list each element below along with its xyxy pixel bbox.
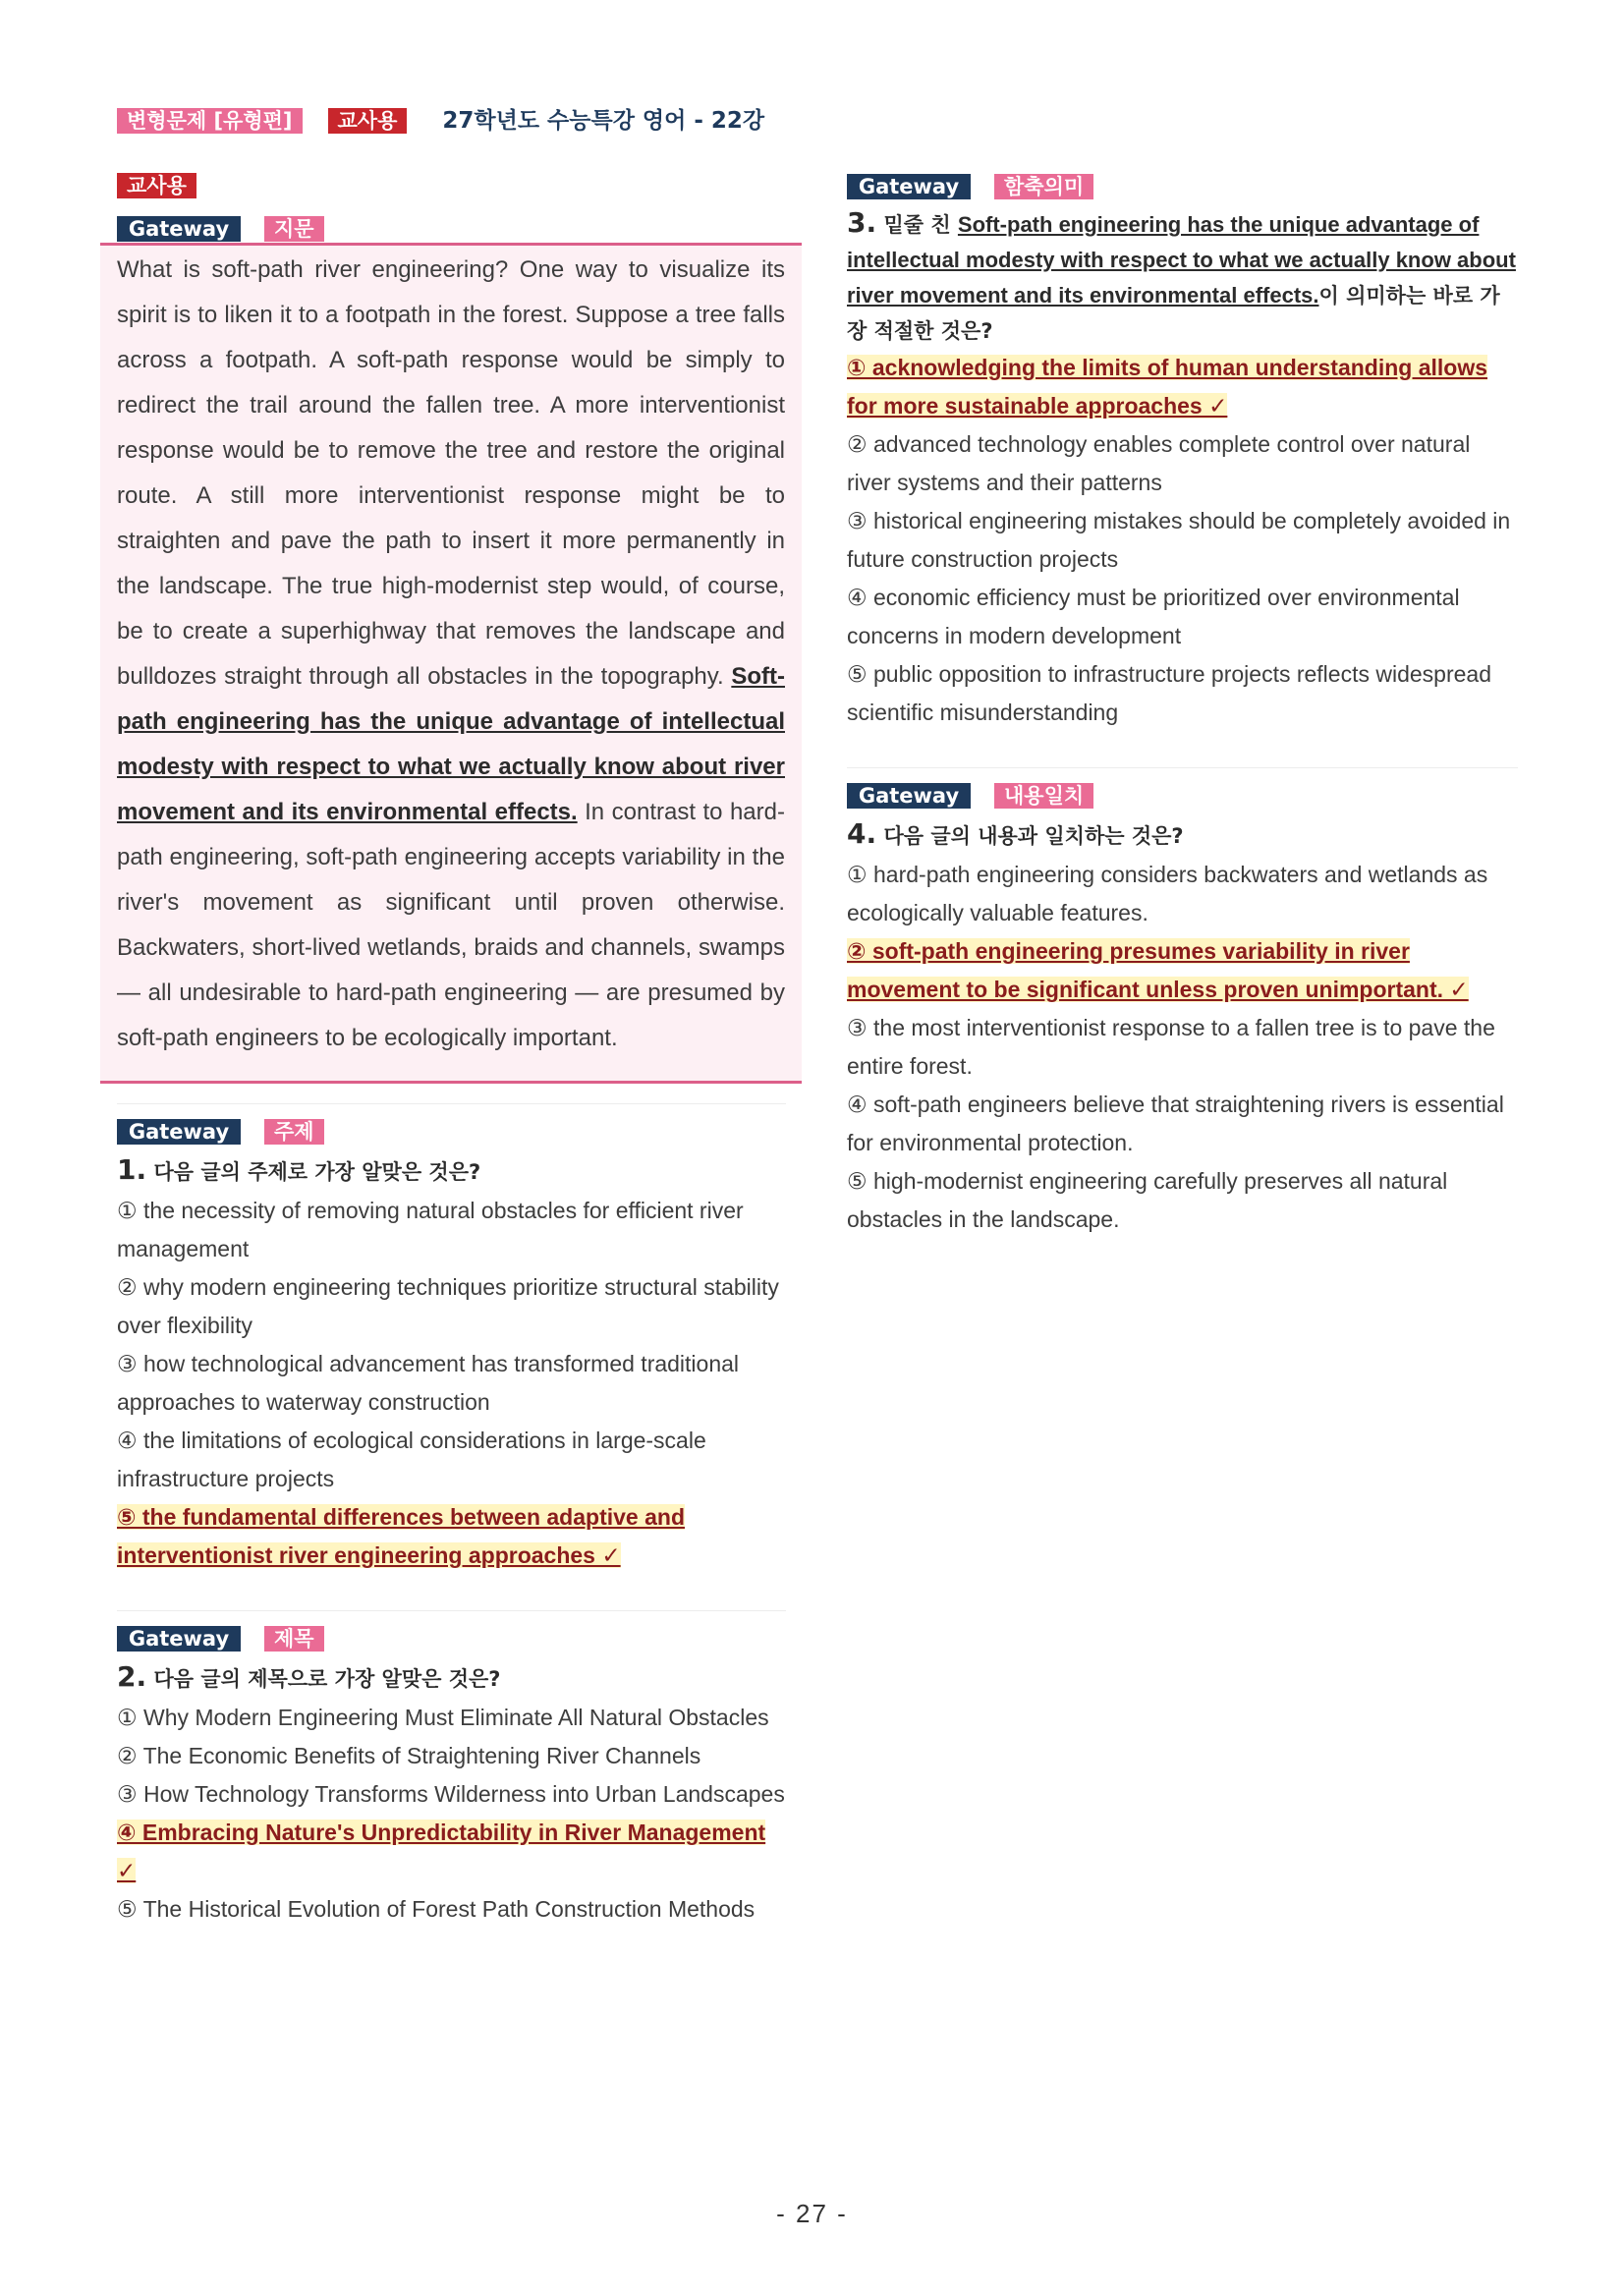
answer-option: ④ Embracing Nature's Unpredictability in River Management ✓ xyxy=(117,1820,766,1883)
question-text: 다음 글의 제목으로 가장 알맞은 것은? xyxy=(153,1667,501,1691)
question-1 xyxy=(117,1118,786,1575)
section-tag: 제목 xyxy=(264,1626,324,1652)
option-2: ② The Economic Benefits of Straightening River Channels xyxy=(117,1743,701,1768)
passage-text xyxy=(117,248,785,1061)
teacher-row xyxy=(117,173,786,199)
question-prompt xyxy=(117,1150,786,1192)
option-5: ⑤ high-modernist engineering carefully preserves all natural obstacles in the landscape. xyxy=(847,1168,1448,1232)
option-4 xyxy=(117,1814,786,1890)
left-column xyxy=(117,173,786,1929)
section-tag: 함축의미 xyxy=(994,174,1093,199)
right-column xyxy=(847,173,1518,1239)
question-2 xyxy=(117,1625,786,1929)
question-text-before: 밑줄 친 xyxy=(883,213,951,237)
section-tag: 지문 xyxy=(264,216,324,242)
question-prompt xyxy=(847,205,1518,349)
answer-option: ① acknowledging the limits of human understanding allows for more sustainable approaches ✓ xyxy=(847,355,1488,419)
page-title: 27학년도 수능특강 영어 - 22강 xyxy=(442,108,765,134)
option-2: ② advanced technology enables complete control over natural river systems and their patterns xyxy=(847,431,1471,495)
gateway-badge: Gateway xyxy=(847,174,971,199)
option-4: ④ the limitations of ecological considerations in large-scale infrastructure projects xyxy=(117,1428,706,1491)
question-heading xyxy=(117,1118,786,1145)
answer-option: ② soft-path engineering presumes variability in river movement to be significant unless proven unimportant. ✓ xyxy=(847,938,1469,1002)
question-number: 4. xyxy=(847,817,877,850)
option-5: ⑤ public opposition to infrastructure projects reflects widespread scientific misunderstanding xyxy=(847,661,1491,725)
section-tag: 내용일치 xyxy=(994,783,1093,809)
question-number: 2. xyxy=(117,1660,147,1693)
passage-text-before: What is soft-path river engineering? One way to visualize its spirit is to liken it to a footpath in the forest. Suppose a tree falls across a footpath. A soft-path response would be simply to redirect the trail around the fallen tree. A more interventionist response would be to remove the tree and restore the original route. A still more interventionist response might be to straighten and pave the path to insert it more permanently in the landscape. The true high-modernist step would, of course, be to create a superhighway that removes the landscape and bulldozes straight through all obstacles in the topography. xyxy=(117,256,785,690)
option-2: ② why modern engineering techniques prioritize structural stability over flexibility xyxy=(117,1274,779,1338)
option-1 xyxy=(847,349,1518,425)
section-divider xyxy=(117,1610,786,1611)
passage-underlined-sentence: Soft-path engineering has the unique advantage of intellectual modesty with respect to what we actually know about river movement and its environmental effects. xyxy=(117,663,785,825)
option-3: ③ the most interventionist response to a fallen tree is to pave the entire forest. xyxy=(847,1015,1495,1079)
section-divider xyxy=(117,1103,786,1104)
question-4 xyxy=(847,782,1518,1239)
option-1: ① the necessity of removing natural obstacles for efficient river management xyxy=(117,1198,744,1261)
option-5: ⑤ The Historical Evolution of Forest Path Construction Methods xyxy=(117,1896,756,1922)
option-4: ④ soft-path engineers believe that straightening rivers is essential for environmental protection. xyxy=(847,1092,1504,1155)
gateway-badge: Gateway xyxy=(117,1626,241,1652)
answer-option: ⑤ the fundamental differences between adaptive and interventionist river engineering approaches ✓ xyxy=(117,1504,685,1568)
passage-heading xyxy=(117,215,786,242)
option-2 xyxy=(847,932,1518,1009)
gateway-badge: Gateway xyxy=(847,783,971,809)
option-3: ③ how technological advancement has transformed traditional approaches to waterway construction xyxy=(117,1351,740,1415)
question-text: 다음 글의 주제로 가장 알맞은 것은? xyxy=(153,1160,481,1184)
option-5 xyxy=(117,1498,786,1575)
section-divider xyxy=(847,767,1518,768)
teacher-badge: 교사용 xyxy=(117,173,196,198)
gateway-badge: Gateway xyxy=(117,216,241,242)
question-3 xyxy=(847,173,1518,732)
question-text: 다음 글의 내용과 일치하는 것은? xyxy=(883,824,1184,848)
question-heading xyxy=(117,1625,786,1652)
question-heading xyxy=(847,782,1518,809)
page-header xyxy=(117,108,764,134)
question-prompt xyxy=(847,814,1518,856)
passage-text-after: In contrast to hard-path engineering, soft-path engineering accepts variability in the river's movement as significant until proven otherwise. Backwaters, short-lived wetlands, braids and channels, swamps — all undesirable to hard-path engineering — are presumed by soft-path engineers to be ecologically important. xyxy=(117,799,785,1051)
question-number: 1. xyxy=(117,1153,147,1186)
option-1: ① Why Modern Engineering Must Eliminate All Natural Obstacles xyxy=(117,1705,769,1730)
question-number: 3. xyxy=(847,206,877,239)
option-1: ① hard-path engineering considers backwaters and wetlands as ecologically valuable features. xyxy=(847,862,1488,925)
option-4: ④ economic efficiency must be prioritized over environmental concerns in modern development xyxy=(847,585,1460,648)
question-prompt xyxy=(117,1657,786,1699)
gateway-badge: Gateway xyxy=(117,1119,241,1145)
option-3: ③ How Technology Transforms Wilderness into Urban Landscapes xyxy=(117,1781,785,1807)
passage-box xyxy=(100,243,802,1084)
question-text-after: 이 의미하는 바로 가장 적절한 것은? xyxy=(847,284,1500,343)
section-tag: 주제 xyxy=(264,1119,324,1145)
teacher-badge: 교사용 xyxy=(328,108,408,134)
question-heading xyxy=(847,173,1518,199)
page-number: - 27 - xyxy=(776,2199,848,2228)
type-badge: 변형문제 [유형편] xyxy=(117,108,303,134)
option-3: ③ historical engineering mistakes should be completely avoided in future construction projects xyxy=(847,508,1511,572)
question-underlined-sentence: Soft-path engineering has the unique advantage of intellectual modesty with respect to what we actually know about river movement and its environmental effects. xyxy=(847,212,1516,308)
